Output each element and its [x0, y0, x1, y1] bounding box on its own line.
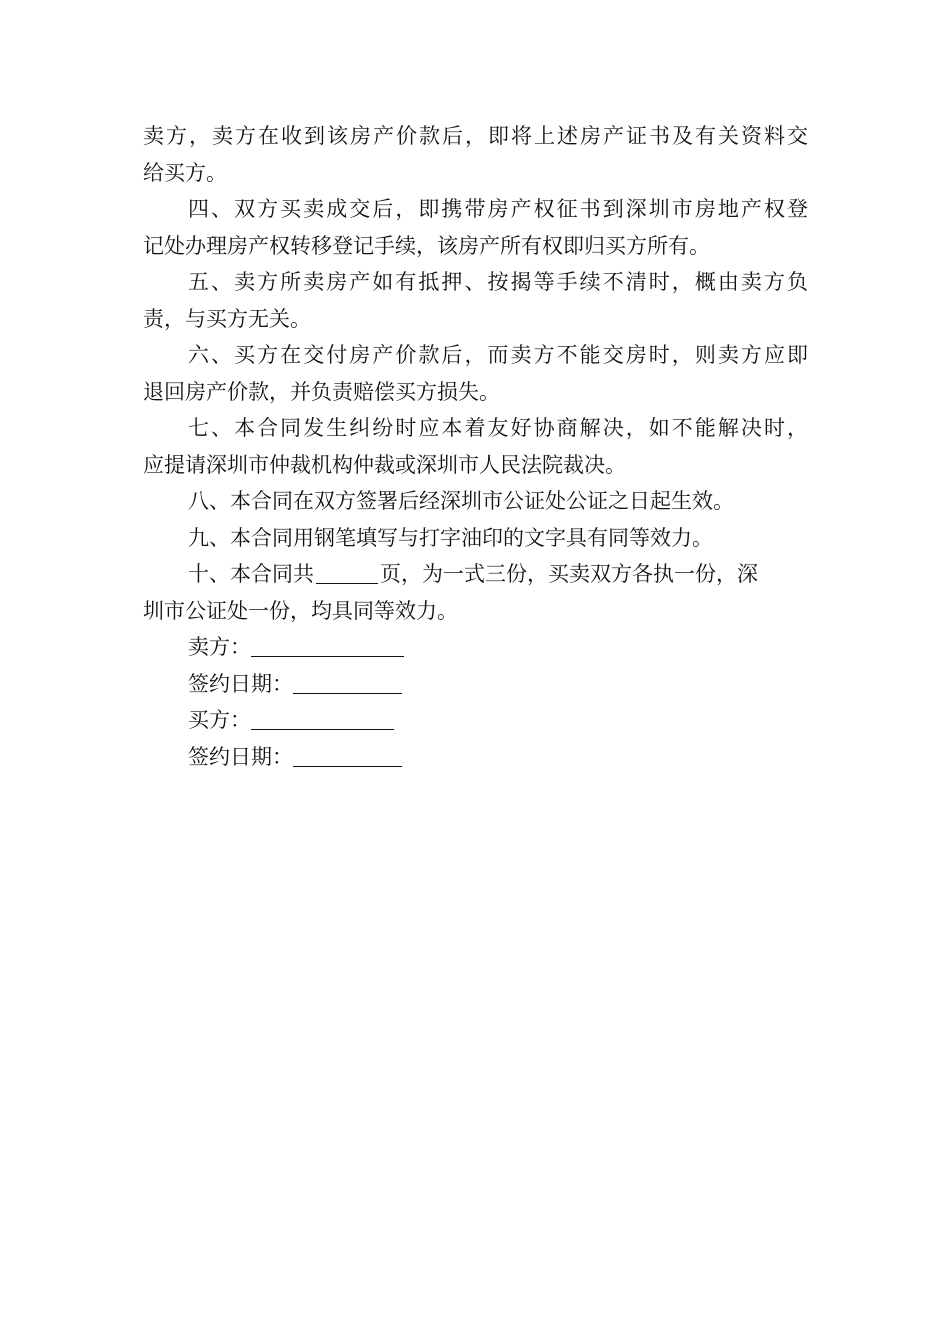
- clause-8: 八、本合同在双方签署后经深圳市公证处公证之日起生效。: [188, 489, 734, 513]
- seller-label: 卖方：: [188, 635, 251, 659]
- clause-4-line-1: 四、双方买卖成交后，即携带房产权征书到深圳市房地产权登: [188, 197, 808, 221]
- clause-3-continuation-line-2: 给买方。: [143, 160, 227, 185]
- buyer-date-blank[interactable]: [293, 744, 402, 767]
- clause-9: 九、本合同用钢笔填写与打字油印的文字具有同等效力。: [188, 525, 713, 550]
- clause-10-line-2: 圳市公证处一份，均具同等效力。: [143, 598, 458, 623]
- clause-5-line-1: 五、卖方所卖房产如有抵押、按揭等手续不清时，概由卖方负: [188, 270, 808, 294]
- buyer-date-label: 签约日期：: [188, 744, 293, 769]
- clause-7-line-1: 七、本合同发生纠纷时应本着友好协商解决，如不能解决时，: [188, 416, 808, 440]
- contract-body: [143, 118, 808, 775]
- buyer-signature-row: [143, 702, 808, 739]
- clause-5-line-2: 责，与买方无关。: [143, 306, 311, 331]
- clause-6-line-1: 六、买方在交付房产价款后，而卖方不能交房时，则卖方应即: [188, 343, 808, 367]
- buyer-signature-blank[interactable]: [251, 707, 394, 730]
- clause-10-suffix: 页，为一式三份，买卖双方各执一份，深: [380, 562, 758, 586]
- seller-signature-row: [143, 629, 808, 666]
- clause-6-line-2: 退回房产价款，并负责赔偿买方损失。: [143, 379, 500, 404]
- seller-date-blank[interactable]: [293, 671, 402, 694]
- seller-date-row: [143, 666, 808, 703]
- clause-3-continuation-line-1: 卖方，卖方在收到该房产价款后，即将上述房产证书及有关资料交: [143, 124, 808, 148]
- clause-4-line-2: 记处办理房产权转移登记手续，该房产所有权即归买方所有。: [143, 233, 710, 258]
- buyer-date-row: [143, 739, 808, 776]
- clause-7-line-2: 应提请深圳市仲裁机构仲裁或深圳市人民法院裁决。: [143, 452, 626, 477]
- seller-date-label: 签约日期：: [188, 671, 293, 696]
- page-count-blank[interactable]: [316, 561, 378, 584]
- buyer-label: 买方：: [188, 708, 251, 732]
- clause-10-prefix: 十、本合同共: [188, 562, 314, 586]
- clause-10-line-1: [143, 556, 808, 593]
- seller-signature-blank[interactable]: [251, 634, 404, 657]
